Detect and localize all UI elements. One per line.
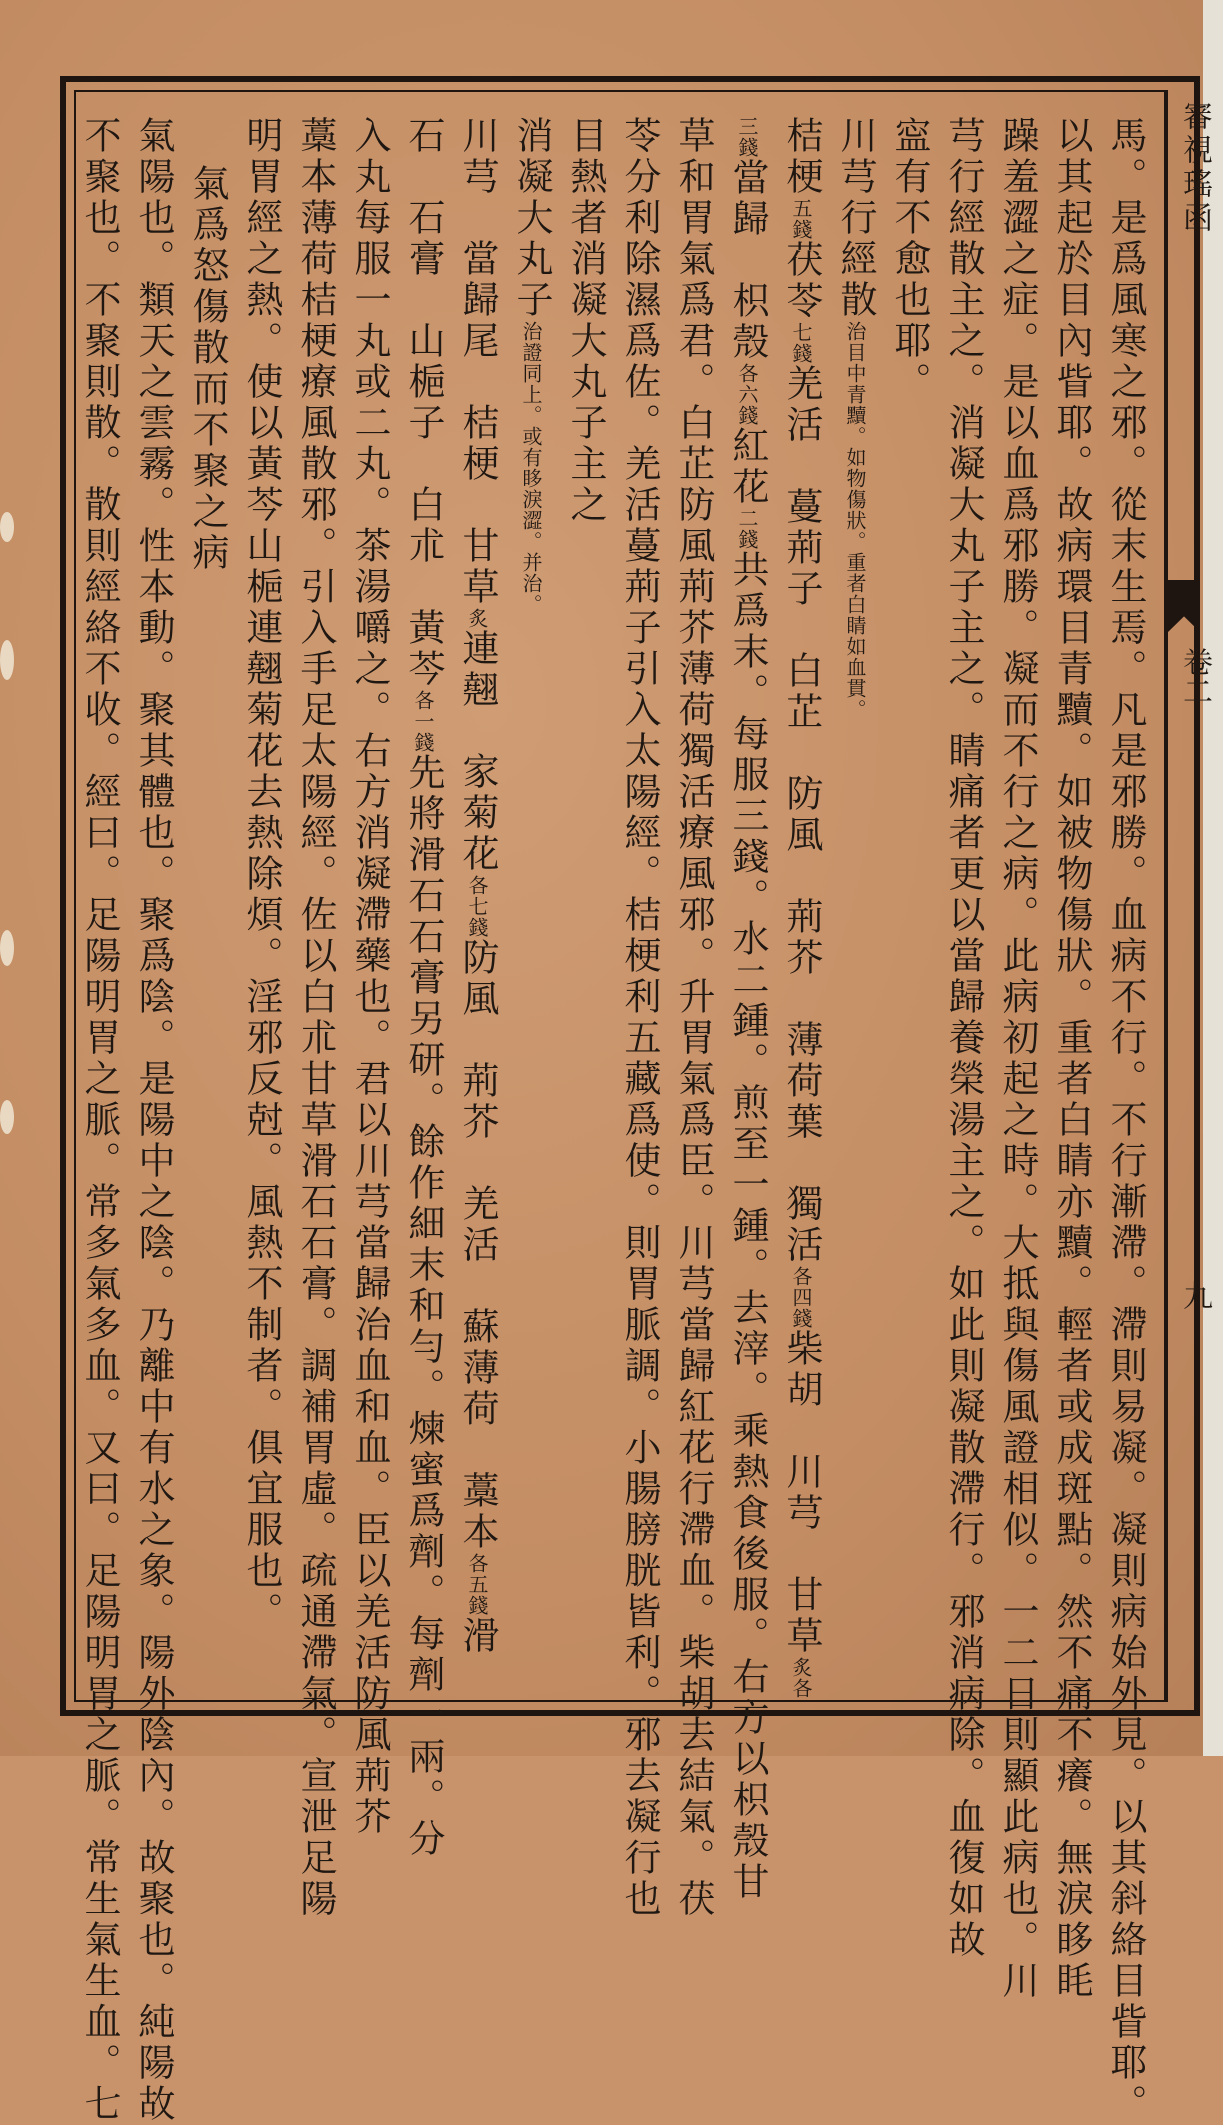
annotation-text: 炙 — [465, 608, 489, 629]
page-number: 九 — [1177, 1280, 1212, 1310]
text-column — [558, 116, 612, 1676]
text-column — [612, 116, 666, 1920]
text-column — [180, 116, 234, 1676]
main-text-segment: 石 石膏 山梔子 白朮 黃芩 — [402, 116, 445, 690]
main-text-segment: 馬。是爲風寒之邪。從末生焉。凡是邪勝。血病不行。不行漸滯。滯則易凝。凝則病始外見。以其斜絡目眥耶。 — [1104, 116, 1147, 2125]
main-text — [78, 116, 1152, 2125]
main-text-segment: 先將滑石石膏另研。餘作細末和勻。煉蜜爲劑。每劑一兩。分 — [402, 753, 445, 1860]
main-text-segment: 氣爲怒傷散而不聚之病 — [186, 164, 229, 574]
annotation-text: 治證同上。或有眵淚澀。并治。 — [519, 321, 543, 615]
main-text-segment: 連翹 家菊花 — [456, 629, 499, 875]
paper-damage-hole — [0, 1100, 14, 1134]
main-text-segment: 當歸 枳殼 — [726, 158, 769, 363]
annotation-text: 各七錢 — [465, 875, 489, 938]
text-column — [774, 116, 828, 1699]
main-text-segment: 茯苓 — [780, 240, 823, 322]
main-text-segment: 羌活 蔓荊子 白芷 防風 荊芥 薄荷葉 獨活 — [780, 364, 823, 1266]
paper-damage-hole — [0, 640, 14, 680]
main-text-segment: 防風 荊芥 羌活 蘇薄荷 藁本 — [456, 938, 499, 1553]
text-column — [1044, 116, 1098, 2002]
book-title: 審視瑤函 — [1177, 100, 1212, 236]
text-column — [72, 116, 126, 2125]
text-column — [936, 116, 990, 1961]
block-print-center-column — [1166, 90, 1212, 1702]
page-edge — [1203, 0, 1223, 1756]
main-text-segment: 紅花 — [726, 426, 769, 508]
main-text-segment: 川芎 當歸尾 桔梗 甘草 — [456, 116, 499, 608]
main-text-segment: 共爲末。每服三錢。水二鍾。煎至一鍾。去滓。乘熱食後服。右方以枳殼甘 — [726, 550, 769, 1903]
main-text-segment: 川芎行經散 — [834, 116, 877, 321]
fish-tail-marker — [1168, 580, 1200, 632]
main-text-segment: 入丸每服一丸或二丸。茶湯嚼之。右方消凝滯藥也。君以川芎當歸治血和血。臣以羌活防風荊芥 — [348, 116, 391, 1838]
text-column — [342, 116, 396, 1838]
paper-damage-hole — [0, 930, 14, 966]
main-text-segment: 柴胡 川芎 甘草 — [780, 1329, 823, 1657]
annotation-text: 五錢 — [789, 198, 813, 240]
text-column — [828, 116, 882, 1676]
annotation-text: 各一錢 — [411, 690, 435, 753]
main-text-segment: 目熱者消凝大丸子主之 — [564, 116, 607, 526]
annotation-text: 七錢 — [789, 322, 813, 364]
text-column — [1098, 116, 1152, 2125]
main-text-segment: 滑 — [456, 1616, 499, 1657]
annotation-text: 各六錢 — [735, 363, 759, 426]
main-text-segment: 氣陽也。類天之雲霧。性本動。聚其體也。聚爲陰。是陽中之陰。乃離中有水之象。陽外陰內。故聚也。純陽故 — [132, 116, 175, 2125]
main-text-segment: 不聚也。不聚則散。散則經絡不收。經曰。足陽明胃之脈。常多氣多血。又曰。足陽明胃之脈。常生氣生血。七 — [78, 116, 121, 2125]
main-text-segment: 草和胃氣爲君。白芷防風荊芥薄荷獨活療風邪。升胃氣爲臣。川芎當歸紅花行滯血。柴胡去結氣。茯 — [672, 116, 715, 1920]
text-column — [504, 116, 558, 1676]
text-column — [990, 116, 1044, 2002]
text-column — [450, 116, 504, 1676]
volume-label: 卷二 — [1177, 646, 1212, 706]
main-text-segment: 芎行經散主之。消凝大丸子主之。睛痛者更以當歸養榮湯主之。如此則凝散滯行。邪消病除。血復如故 — [942, 116, 985, 1961]
text-column — [234, 116, 288, 1676]
annotation-text: 炙各 — [789, 1657, 813, 1699]
annotation-text: 各四錢 — [789, 1266, 813, 1329]
annotation-text: 三錢 — [735, 116, 759, 158]
text-column — [288, 116, 342, 1920]
text-column — [666, 116, 720, 1920]
main-text-segment: 消凝大丸子 — [510, 116, 553, 321]
text-column — [396, 116, 450, 1860]
text-column — [126, 116, 180, 2125]
annotation-text: 各五錢 — [465, 1553, 489, 1616]
text-column — [720, 116, 774, 1903]
main-text-segment: 以其起於目內眥耶。故病環目青黷。如被物傷狀。重者白睛亦黷。輕者或成斑點。然不痛不癢。無淚眵眊 — [1050, 116, 1093, 2002]
main-text-segment: 藁本薄荷桔梗療風散邪。引入手足太陽經。佐以白朮甘草滑石石膏。調補胃虛。疏通滯氣。宣泄足陽 — [294, 116, 337, 1920]
main-text-segment: 躁羞澀之症。是以血爲邪勝。凝而不行之病。此病初起之時。大抵與傷風證相似。一二日則顯此病也。川 — [996, 116, 1039, 2002]
main-text-segment: 桔梗 — [780, 116, 823, 198]
annotation-text: 治目中青黷。如物傷狀。重者白睛如血貫。 — [843, 321, 867, 720]
main-text-segment: 寍有不愈也耶。 — [888, 116, 931, 403]
main-text-segment: 明胃經之熱。使以黃芩山梔連翹菊花去熱除煩。淫邪反尅。風熱不制者。俱宜服也。 — [240, 116, 283, 1633]
paper-damage-hole — [0, 512, 14, 542]
main-text-segment: 苓分利除濕爲佐。羌活蔓荊子引入太陽經。桔梗利五藏爲使。則胃脈調。小腸膀胱皆利。邪去凝行也 — [618, 116, 661, 1920]
text-column — [882, 116, 936, 1676]
annotation-text: 二錢 — [735, 508, 759, 550]
